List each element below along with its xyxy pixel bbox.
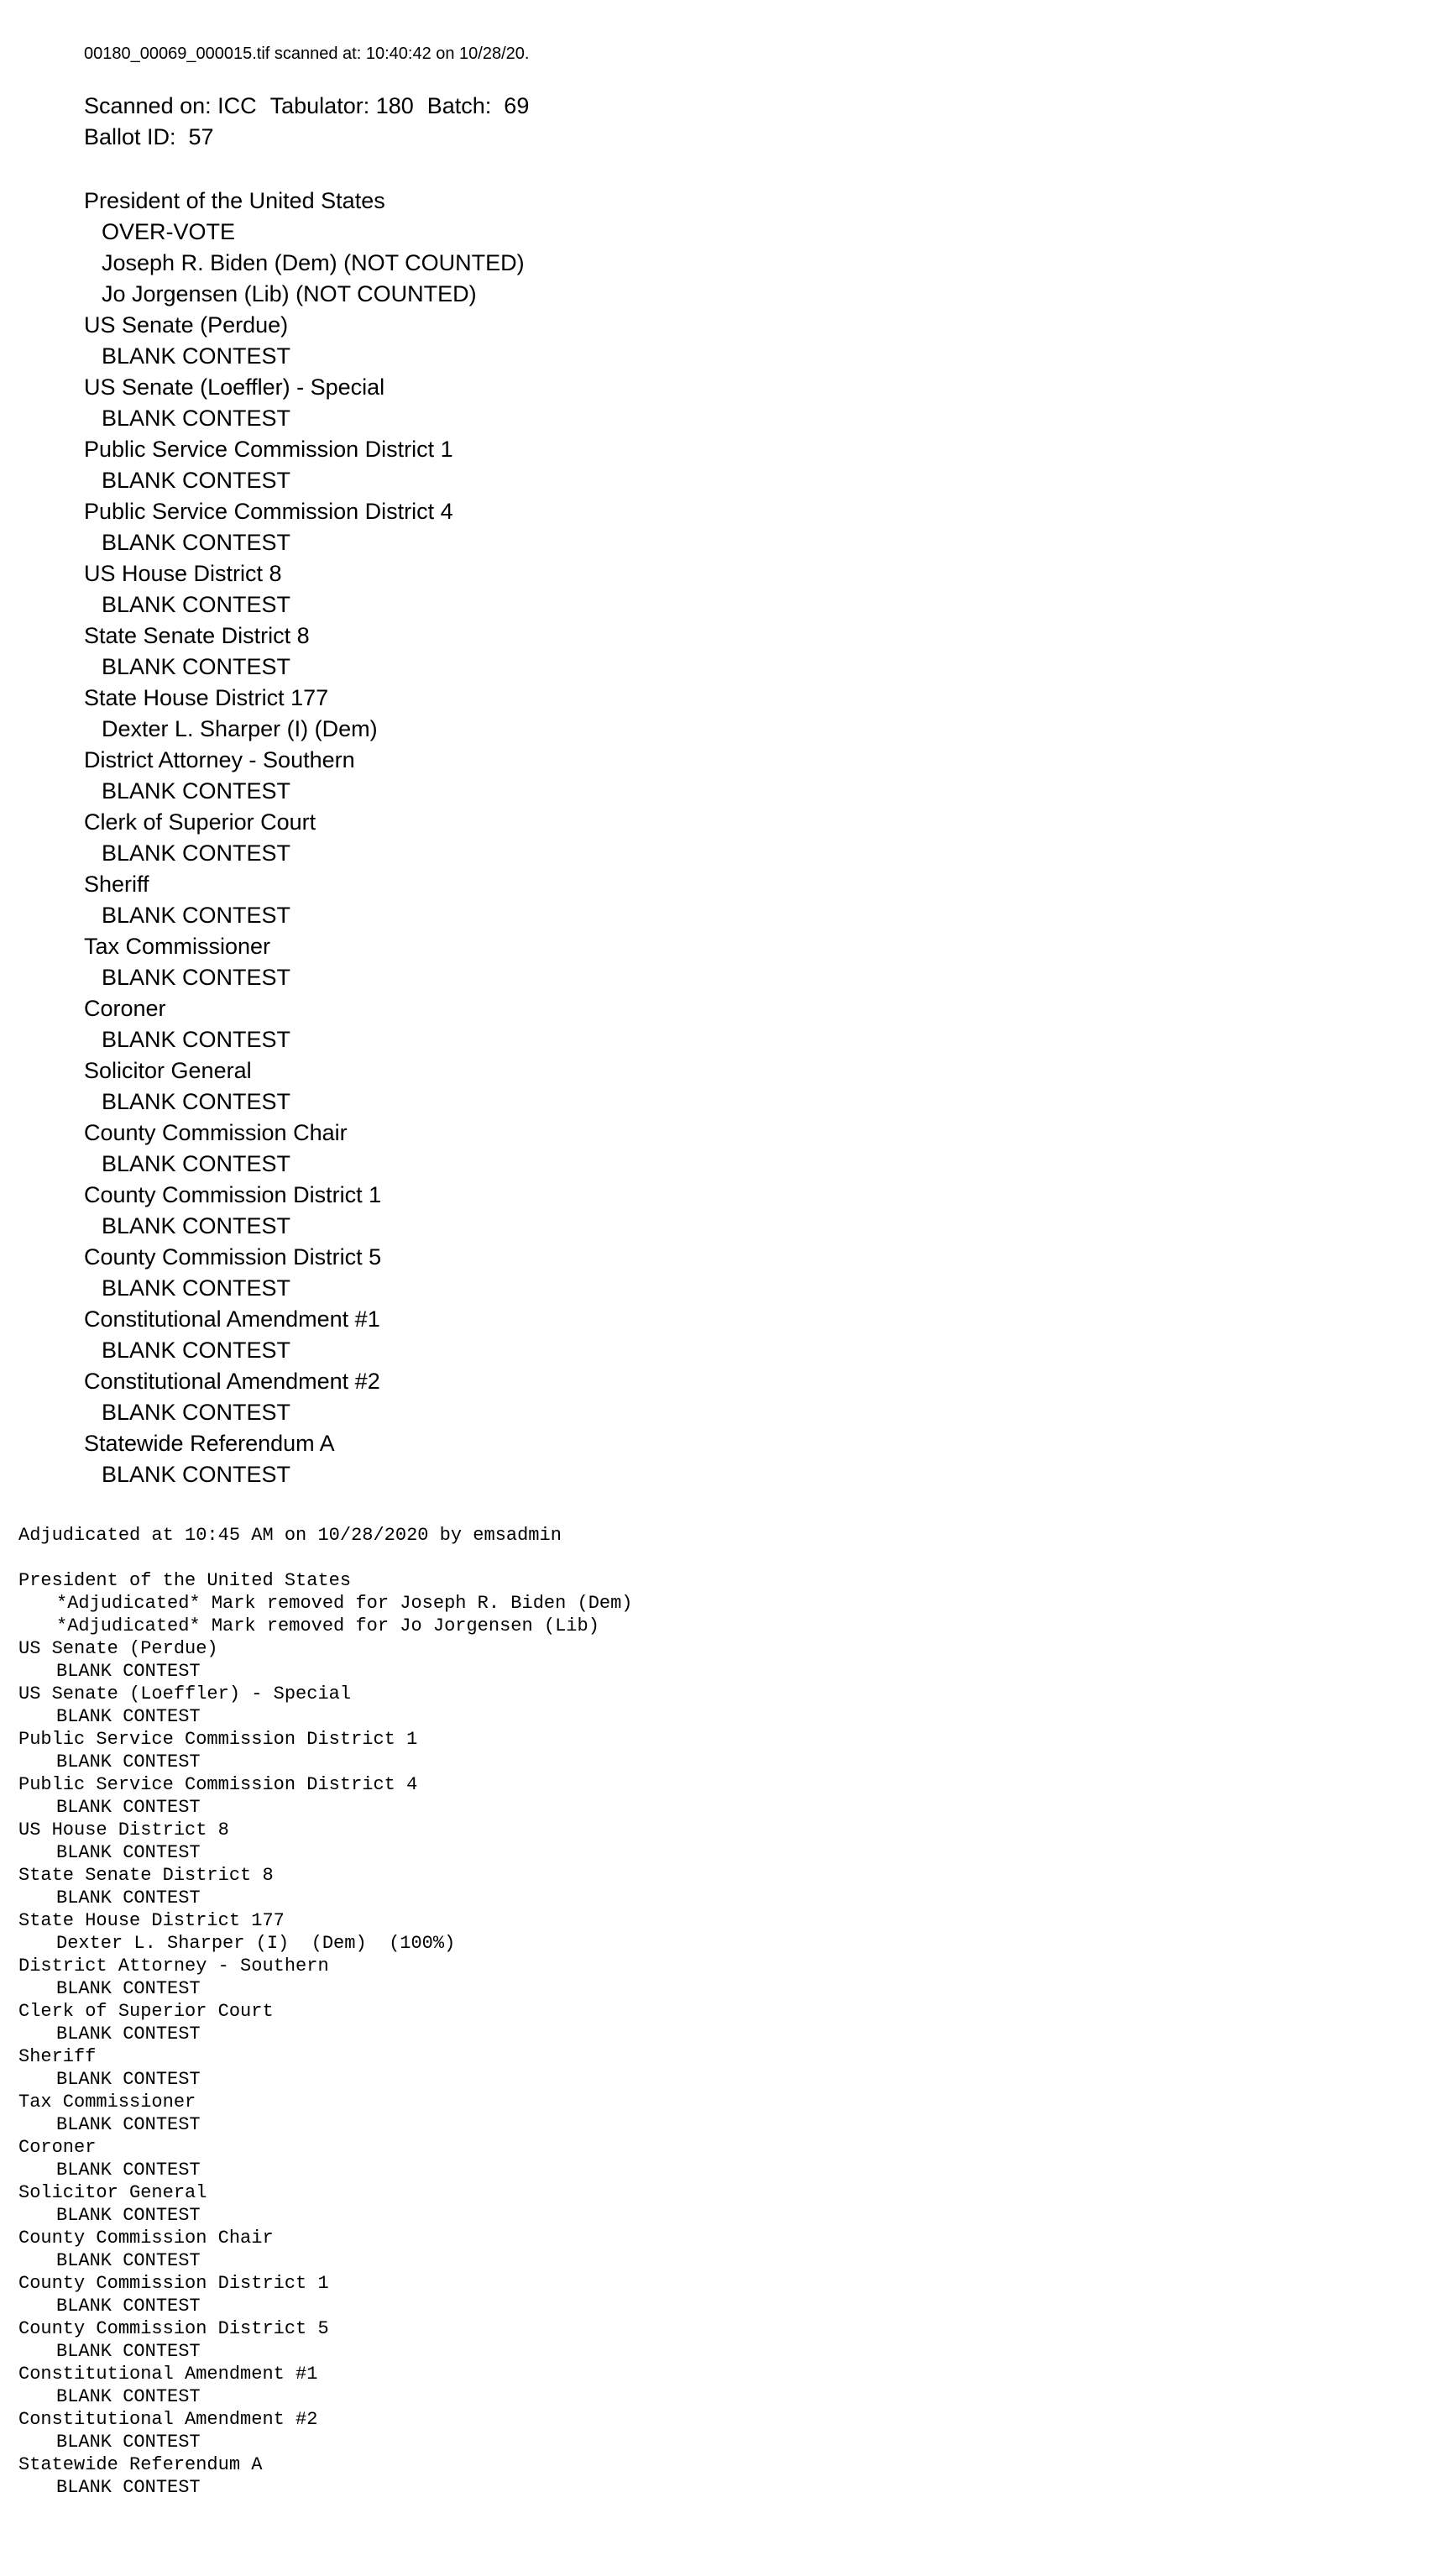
contest-name: County Commission Chair (84, 1120, 348, 1145)
contest-result: BLANK CONTEST (56, 2477, 201, 2498)
contest-result: BLANK CONTEST (102, 1400, 291, 1425)
contest-name: Tax Commissioner (84, 934, 271, 959)
contest-name: President of the United States (18, 1570, 352, 1591)
contest-result: *Adjudicated* Mark removed for Jo Jorgensen (Lib) (56, 1615, 599, 1636)
contest-result: BLANK CONTEST (56, 2341, 201, 2362)
contest-result: BLANK CONTEST (102, 530, 291, 555)
contest-name: Solicitor General (18, 2182, 207, 2203)
contest-result: BLANK CONTEST (56, 2432, 201, 2453)
scan-info-row (84, 91, 529, 122)
contest-result: BLANK CONTEST (56, 1661, 201, 1682)
batch-label: Batch: 69 (426, 93, 530, 118)
contest-name: US Senate (Perdue) (18, 1638, 218, 1659)
contest-name: Public Service Commission District 1 (18, 1729, 418, 1750)
contest-name: State House District 177 (84, 685, 329, 710)
contest-name: Tax Commissioner (18, 2092, 196, 2113)
contest-name: Constitutional Amendment #1 (84, 1306, 380, 1332)
contest-result: BLANK CONTEST (102, 1462, 291, 1487)
contest-name: Constitutional Amendment #2 (18, 2409, 318, 2430)
contest-name: Clerk of Superior Court (18, 2001, 274, 2022)
contest-name: President of the United States (84, 188, 385, 213)
contest-name: Statewide Referendum A (18, 2454, 263, 2475)
adjudicated-contest-list (18, 1569, 633, 2499)
contest-result: BLANK CONTEST (102, 1338, 291, 1363)
ballot-id-label: Ballot ID: 57 (84, 124, 214, 149)
contest-result: Dexter L. Sharper (I) (Dem) (100%) (56, 1933, 456, 1954)
contest-result: BLANK CONTEST (102, 1275, 291, 1301)
contest-name: Constitutional Amendment #2 (84, 1369, 380, 1394)
contest-result: BLANK CONTEST (56, 2250, 201, 2271)
contest-name: County Commission Chair (18, 2228, 274, 2249)
scanned-contest-list (84, 186, 525, 1490)
contest-result: BLANK CONTEST (102, 343, 291, 369)
contest-result: BLANK CONTEST (102, 592, 291, 617)
scan-filename-line: 00180_00069_000015.tif scanned at: 10:40:42 on 10/28/20. (84, 45, 530, 63)
contest-name: County Commission District 5 (18, 2318, 329, 2339)
contest-result: BLANK CONTEST (102, 965, 291, 990)
contest-name: State Senate District 8 (84, 623, 310, 648)
contest-result: Jo Jorgensen (Lib) (NOT COUNTED) (102, 281, 477, 306)
contest-name: Coroner (84, 996, 166, 1021)
contest-name: US Senate (Loeffler) - Special (18, 1683, 352, 1704)
contest-name: Solicitor General (84, 1058, 252, 1083)
contest-result: BLANK CONTEST (102, 903, 291, 928)
contest-result: BLANK CONTEST (56, 2069, 201, 2090)
contest-result: BLANK CONTEST (102, 1027, 291, 1052)
contest-result: BLANK CONTEST (56, 2160, 201, 2181)
contest-result: BLANK CONTEST (56, 1842, 201, 1863)
contest-result: BLANK CONTEST (56, 2296, 201, 2317)
contest-name: Public Service Commission District 1 (84, 437, 453, 462)
contest-name: Coroner (18, 2137, 97, 2158)
contest-name: Public Service Commission District 4 (84, 499, 453, 524)
contest-name: District Attorney - Southern (18, 1956, 329, 1977)
contest-name: State Senate District 8 (18, 1865, 274, 1886)
contest-result: BLANK CONTEST (56, 1706, 201, 1727)
contest-result: BLANK CONTEST (102, 840, 291, 866)
contest-result: BLANK CONTEST (56, 2114, 201, 2135)
tabulator-label: Tabulator: 180 (269, 93, 414, 118)
contest-name: US House District 8 (18, 1819, 229, 1840)
scanned-on-label: Scanned on: ICC (84, 93, 257, 118)
contest-result: Dexter L. Sharper (I) (Dem) (102, 716, 378, 741)
adjudication-header: Adjudicated at 10:45 AM on 10/28/2020 by emsadmin (18, 1525, 562, 1546)
contest-name: Constitutional Amendment #1 (18, 2364, 318, 2385)
contest-name: Public Service Commission District 4 (18, 1774, 418, 1795)
contest-result: BLANK CONTEST (102, 468, 291, 493)
contest-result: BLANK CONTEST (102, 654, 291, 679)
contest-result: BLANK CONTEST (56, 2386, 201, 2407)
contest-result: BLANK CONTEST (56, 1887, 201, 1908)
contest-result: BLANK CONTEST (56, 1751, 201, 1772)
contest-name: US Senate (Loeffler) - Special (84, 374, 385, 400)
contest-name: County Commission District 1 (84, 1182, 382, 1207)
contest-result: BLANK CONTEST (102, 406, 291, 431)
contest-result: OVER-VOTE (102, 219, 236, 244)
contest-result: BLANK CONTEST (56, 1978, 201, 1999)
contest-result: BLANK CONTEST (56, 1797, 201, 1818)
contest-name: County Commission District 1 (18, 2273, 329, 2294)
contest-result: BLANK CONTEST (102, 1213, 291, 1238)
contest-name: US Senate (Perdue) (84, 312, 289, 338)
contest-name: County Commission District 5 (84, 1244, 382, 1270)
contest-result: BLANK CONTEST (102, 778, 291, 804)
contest-name: Clerk of Superior Court (84, 809, 316, 835)
contest-name: District Attorney - Southern (84, 747, 355, 772)
contest-name: Sheriff (18, 2046, 97, 2067)
contest-result: Joseph R. Biden (Dem) (NOT COUNTED) (102, 250, 525, 275)
contest-name: Statewide Referendum A (84, 1431, 335, 1456)
contest-result: BLANK CONTEST (56, 2205, 201, 2226)
contest-name: Sheriff (84, 872, 149, 897)
contest-name: State House District 177 (18, 1910, 285, 1931)
scan-metadata (84, 91, 529, 153)
contest-name: US House District 8 (84, 561, 282, 586)
contest-result: BLANK CONTEST (102, 1089, 291, 1114)
contest-result: BLANK CONTEST (56, 2024, 201, 2045)
contest-result: BLANK CONTEST (102, 1151, 291, 1176)
contest-result: *Adjudicated* Mark removed for Joseph R. Biden (Dem) (56, 1593, 633, 1614)
